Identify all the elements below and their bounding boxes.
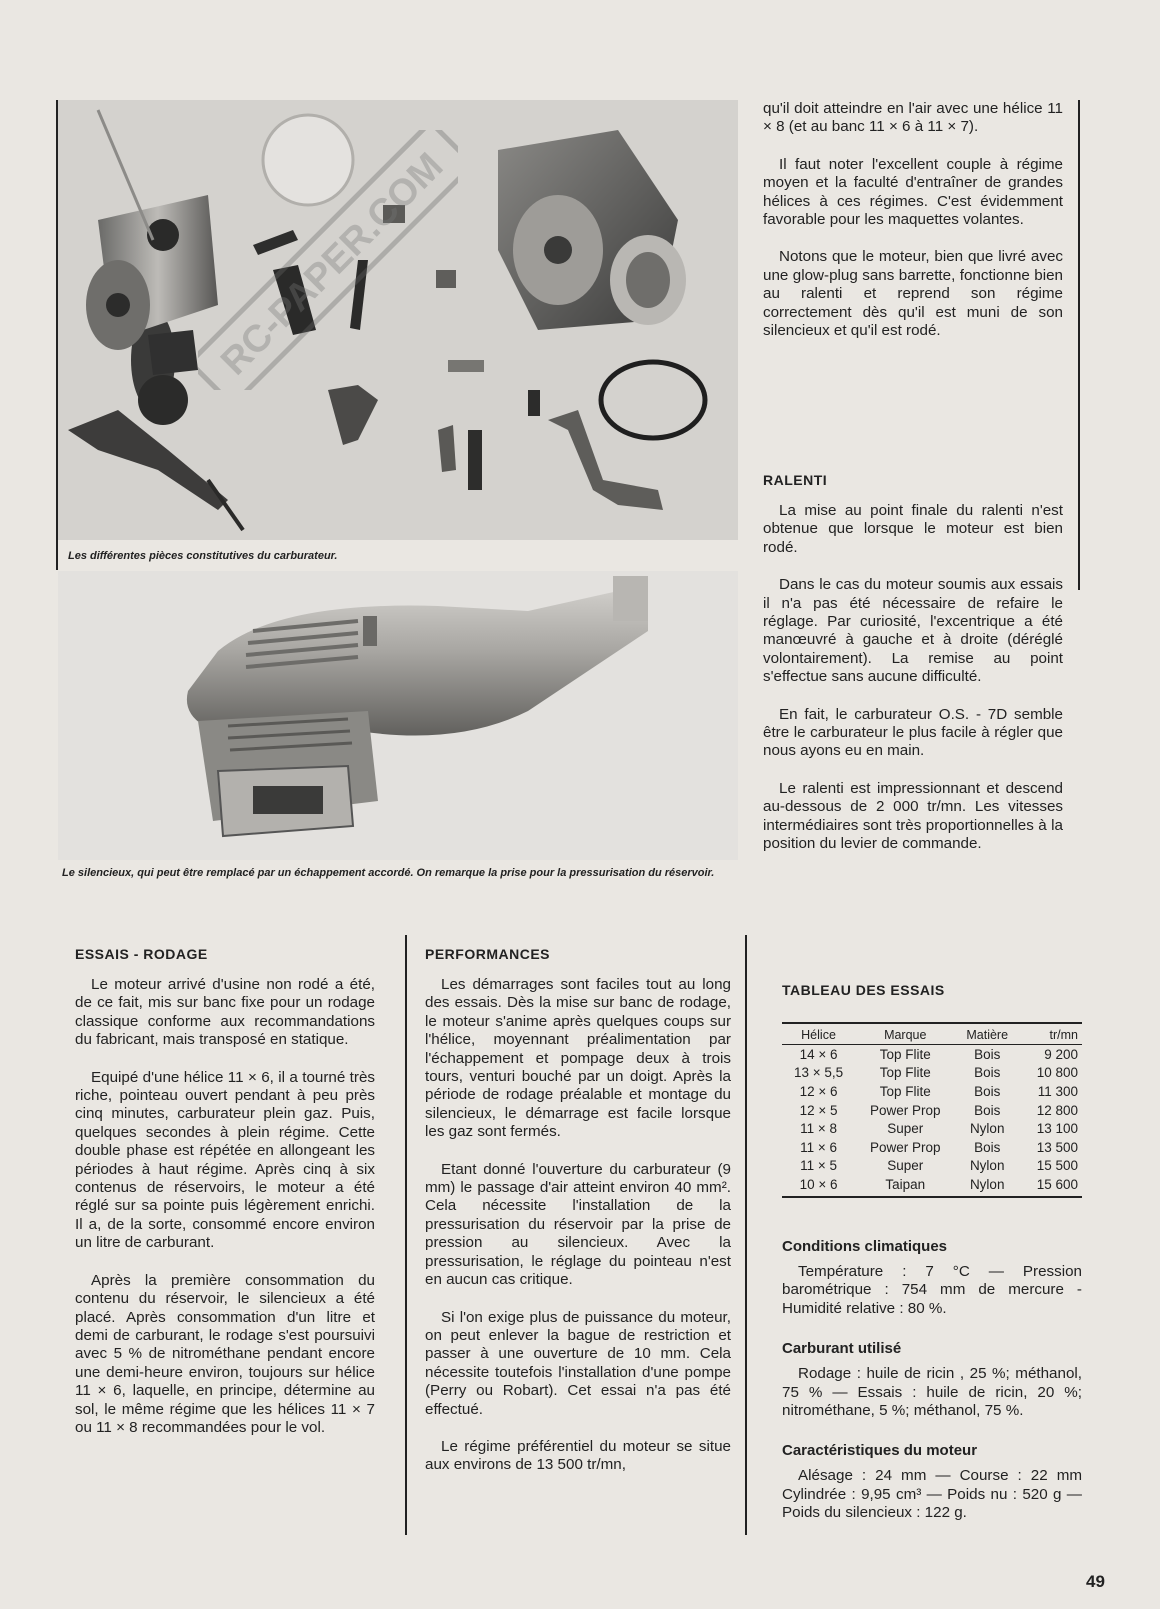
photo-silencer: [58, 571, 738, 860]
table-cell: 14 × 6: [799, 1046, 838, 1062]
table-bottom-rule: [782, 1196, 1082, 1198]
column-header: Matière: [966, 1028, 1009, 1042]
table-row: [782, 1101, 1082, 1120]
heading-performances: PERFORMANCES: [425, 946, 551, 962]
heading-carburant: Carburant utilisé: [782, 1340, 902, 1358]
table-row: [782, 1138, 1082, 1157]
page-number: 49: [1086, 1572, 1105, 1591]
conditions-text: Température : 7 °C — Pression barométrique : 754 mm de mercure - Humidité relative : 80 %.: [782, 1263, 1082, 1317]
paragraph: Après la première consommation du contenu du réservoir, le silencieux a été placé. Après consommation d'un litre et demi de carburant, le rodage s'est poursuivi avec 5 % de nitrométhane pendant encore une demi-heure environ, toujours sur hélice 11 × 6, laquelle, en principe, détermine au sol, le même régime que les hélices 11 × 7 ou 11 × 8 recommandées pour le vol.: [75, 1271, 375, 1436]
column-header: tr/mn: [1049, 1028, 1078, 1042]
table-cell: Nylon: [969, 1121, 1005, 1137]
column-rule-2: [745, 935, 747, 1535]
table-cell: 11 × 6: [800, 1139, 837, 1155]
table-row: [782, 1157, 1082, 1176]
table-cell: 12 × 6: [799, 1083, 838, 1099]
heading-caracteristiques: Caractéristiques du moteur: [782, 1442, 978, 1460]
paragraph: Si l'on exige plus de puissance du moteur, on peut enlever la bague de restriction et passer à une ouverture de 10 mm. Cela nécessite toutefois l'installation d'une pompe (Perry ou Robart). Cet essai n'a pas été effectué.: [425, 1308, 731, 1418]
section-ralenti: [763, 472, 1063, 873]
paragraph: Les démarrages sont faciles tout au long des essais. Dès la mise sur banc de rodage, le moteur s'anime après quelques coups sur l'hélice, moyennant préalimentation par l'échappement et pompage deux à trois tours, venturi bouché par un doigt. Après la période de rodage préalable et montage du silencieux, le démarrage est facile lorsque les gaz sont fermés.: [425, 976, 731, 1141]
table-cell: Bois: [974, 1102, 1001, 1118]
paragraph: Il faut noter l'excellent couple à régime moyen et la faculté d'entraîner de grandes hélices à ces régimes. C'est évidemment favorable pour les maquettes volantes.: [763, 155, 1063, 229]
table-cell: 9 200: [1044, 1046, 1078, 1062]
table-header-row: [782, 1023, 1082, 1045]
heading-ralenti: RALENTI: [763, 472, 828, 488]
section-performances: [425, 946, 731, 1494]
paragraph: En fait, le carburateur O.S. - 7D semble être le carburateur le plus facile à régler que nous ayons eu en main.: [763, 705, 1063, 760]
table-cell: 10 800: [1036, 1065, 1078, 1081]
paragraph: Notons que le moteur, bien que livré avec une glow-plug sans barrette, fonctionne bien au ralenti et reprend son régime correctement dès qu'il est muni de son silencieux et qu'il est rodé.: [763, 248, 1063, 340]
paragraph: Le ralenti est impressionnant et descend au-dessous de 2 000 tr/mn. Les vitesses intermédiaires sont très proportionnelles à la position du levier de commande.: [763, 779, 1063, 853]
column-header: Hélice: [801, 1028, 836, 1042]
table-cell: 12 800: [1036, 1102, 1078, 1118]
heading-conditions: Conditions climatiques: [782, 1238, 948, 1255]
table-cell: Top Flite: [879, 1046, 931, 1062]
table-cell: Taipan: [885, 1176, 926, 1192]
paragraph: Le moteur arrivé d'usine non rodé a été, de ce fait, mis sur banc fixe pour un rodage classique conforme aux recommandations du fabricant, mais transposé en statique.: [75, 976, 375, 1049]
paragraph: qu'il doit atteindre en l'air avec une hélice 11 × 8 (et au banc 11 × 6 à 11 × 7).: [763, 100, 1063, 136]
table-cell: 11 300: [1037, 1083, 1078, 1099]
table-cell: Super: [887, 1158, 924, 1174]
column-header: Marque: [884, 1028, 927, 1042]
paragraph: Etant donné l'ouverture du carburateur (9 mm) le passage d'air atteint environ 40 mm². Cela nécessite l'installation de la pressurisation du réservoir par la prise de pression au silencieux. Avec la pressurisation, le réglage du pointeau n'est en aucun cas critique.: [425, 1160, 731, 1289]
watermark-logo: [198, 130, 458, 390]
heading-essais: ESSAIS - RODAGE: [75, 946, 208, 962]
table-cell: 15 600: [1036, 1176, 1078, 1192]
heading-tableau: TABLEAU DES ESSAIS: [782, 982, 945, 998]
table-cell: 15 500: [1036, 1158, 1078, 1174]
paragraph: La mise au point finale du ralenti n'est obtenue que lorsque le moteur est bien rodé.: [763, 502, 1063, 556]
table-cell: 13 100: [1036, 1121, 1078, 1137]
table-cell: Bois: [974, 1139, 1001, 1155]
right-rule-top: [1078, 100, 1080, 590]
caracteristiques-text: Alésage : 24 mm — Course : 22 mm Cylindrée : 9,95 cm³ — Poids nu : 520 g — Poids du silencieux : 122 g.: [782, 1467, 1082, 1522]
table-cell: Power Prop: [869, 1102, 941, 1118]
section-essais-rodage: [75, 946, 375, 1456]
watermark-text: RC-PAPER.COM: [213, 145, 452, 384]
table-cell: 11 × 8: [800, 1121, 837, 1137]
table-cell: Super: [887, 1121, 924, 1137]
column-rule-1: [405, 935, 407, 1535]
paragraph: Dans le cas du moteur soumis aux essais il n'a pas été nécessaire de refaire le réglage. Par curiosité, l'excentrique a été manœuvré à gauche et à droite (déréglé volontairement). La remise au point s'effectue sans aucune difficulté.: [763, 576, 1063, 686]
table-row: [782, 1119, 1082, 1138]
section-tableau: [782, 982, 1082, 1198]
table-cell: 12 × 5: [799, 1102, 838, 1118]
table-cell: Top Flite: [879, 1083, 931, 1099]
table-cell: Top Flite: [879, 1065, 931, 1081]
carburant-text: Rodage : huile de ricin , 25 %; méthanol, 75 % — Essais : huile de ricin, 20 %; nitrométhane, 5 %; méthanol, 75 %.: [782, 1365, 1082, 1420]
table-cell: 13 500: [1036, 1139, 1078, 1155]
table-cell: 11 × 5: [800, 1158, 837, 1174]
table-cell: 13 × 5,5: [793, 1065, 844, 1081]
table-cell: Bois: [974, 1046, 1001, 1062]
table-cell: Nylon: [969, 1176, 1005, 1192]
table-cell: Power Prop: [869, 1139, 941, 1155]
table-row: [782, 1082, 1082, 1101]
section-specs: [782, 1238, 1082, 1542]
paragraph: Le régime préférentiel du moteur se situe aux environs de 13 500 tr/mn,: [425, 1437, 731, 1474]
caption-silencer: Le silencieux, qui peut être remplacé par un échappement accordé. On remarque la prise pour la pressurisation du réservoir.: [62, 867, 715, 879]
caption-parts: Les différentes pièces constitutives du carburateur.: [68, 550, 338, 562]
table-row: [782, 1064, 1082, 1083]
table-row: [782, 1175, 1082, 1194]
paragraph: Equipé d'une hélice 11 × 6, il a tourné très riche, pointeau ouvert pendant à peu près cinq minutes, carburateur plein gaz. Puis, quelques secondes à plein régime. Cette double phase est répétée en allongeant les périodes à haut régime. Après cinq à six contenus de réservoirs, le moteur a été réglé sur sa pointe puis légèrement enrichi. Il a, de la sorte, consommé encore environ un litre de carburant.: [75, 1068, 375, 1252]
table-cell: Bois: [974, 1065, 1001, 1081]
results-table: [782, 1022, 1082, 1194]
table-cell: Bois: [974, 1083, 1001, 1099]
table-cell: 10 × 6: [799, 1176, 838, 1192]
table-row: [782, 1045, 1082, 1064]
table-cell: Nylon: [969, 1158, 1005, 1174]
right-column-top: [763, 100, 1063, 359]
